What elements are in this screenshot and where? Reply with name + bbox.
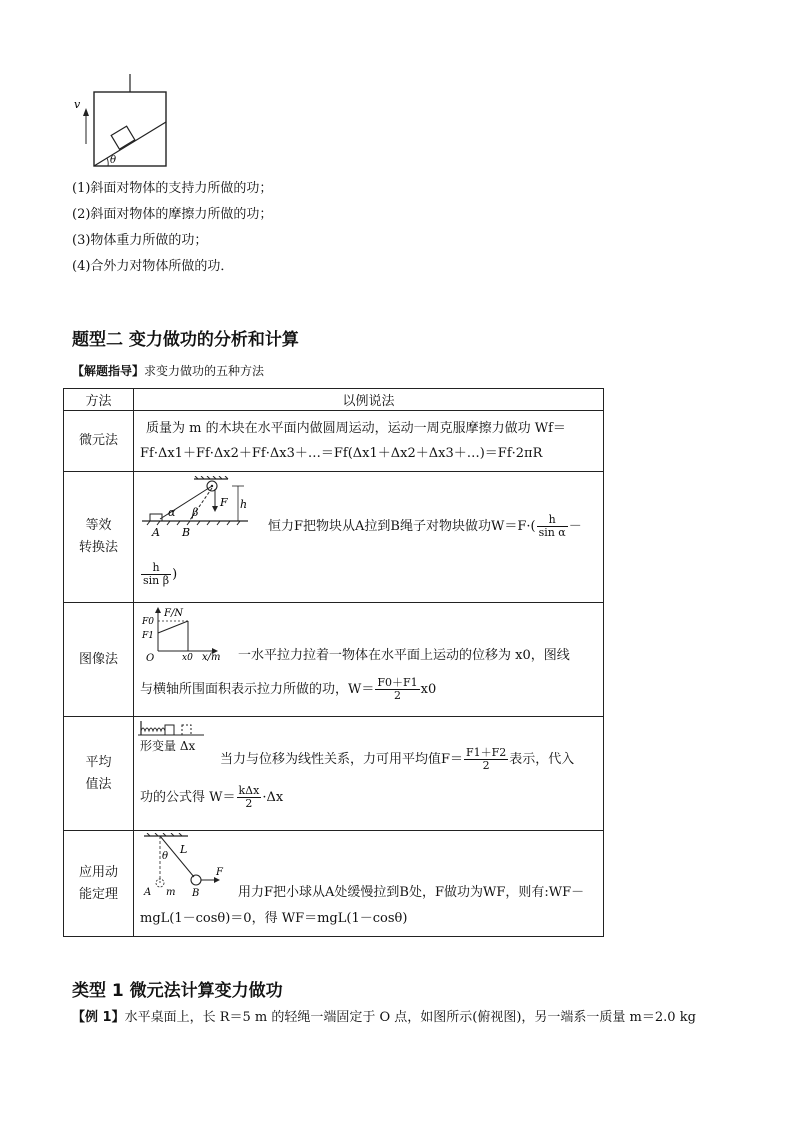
row1-line1: 质量为 m 的木块在水平面内做圆周运动，运动一周克服摩擦力做功 Wf＝ <box>146 421 566 436</box>
f1-label: F1 <box>142 631 154 641</box>
type1-title: 类型 1 微元法计算变力做功 <box>72 981 283 1001</box>
frac-den: sin β <box>143 574 170 587</box>
row5-line2: mgL(1－cosθ)＝0，得 WF＝mgL(1－cosθ) <box>140 911 408 926</box>
frac-den: sin α <box>538 526 566 539</box>
method-cell <box>64 831 134 937</box>
example1-line <box>72 1009 696 1027</box>
fraction <box>464 747 508 772</box>
velocity-label: v <box>74 98 81 111</box>
spring-figure <box>138 719 208 739</box>
point-a-label: A <box>152 526 160 539</box>
frac-den: 2 <box>245 797 253 810</box>
height-label: h <box>240 498 248 511</box>
row2-line1: 恒力F把物块从A拉到B绳子对物块做功W＝F·( $\frac{h}{\text{sin α}}$ － <box>268 513 582 539</box>
method-line1: 平均 <box>85 754 112 770</box>
elevator-incline-figure <box>70 74 170 172</box>
frac-num: h <box>537 514 568 527</box>
f0-label: F0 <box>142 617 154 627</box>
table-row <box>64 411 604 472</box>
row4-line2 <box>140 785 283 810</box>
method-line2: 能定理 <box>78 886 118 902</box>
frac-den: 2 <box>394 689 401 702</box>
fraction <box>141 562 171 587</box>
header-example: 以例说法 <box>134 389 604 411</box>
y-axis-label: F/N <box>164 608 184 619</box>
alpha-label: α <box>168 506 176 519</box>
row4-line2-text: 功的公式得 W＝ <box>140 790 236 805</box>
row3-line1: 一水平拉力拉着一物体在水平面上运动的位移为 x0，图线 <box>238 648 570 663</box>
guide-bracket: 【解题指导】 <box>72 364 145 378</box>
question-4: (4)合外力对物体所做的功． <box>72 259 234 274</box>
x0-label: x0 <box>182 653 193 661</box>
row4-line1 <box>220 747 574 772</box>
force-label: F <box>220 496 228 509</box>
content-cell <box>134 603 604 717</box>
methods-table <box>63 388 604 937</box>
guide-text: 求变力做功的五种方法 <box>144 364 265 378</box>
row3-line2-tail: x0 <box>420 682 437 697</box>
question-2: (2)斜面对物体的摩擦力所做的功； <box>72 207 273 222</box>
table-row <box>64 717 604 831</box>
row2-line2: $\frac{h}{\text{sin β}}$ ) <box>143 561 178 587</box>
row5-line1: 用力F把小球从A处缓慢拉到B处，F做功为WF，则有:WF－ <box>238 885 585 900</box>
theta-label: θ <box>110 155 117 166</box>
theta-label: θ <box>162 851 169 862</box>
method-line2: 转换法 <box>78 540 118 555</box>
x-axis-label: x/m <box>202 652 221 661</box>
row3-line2 <box>140 677 436 702</box>
point-b-label: B <box>182 526 191 539</box>
method-cell: 图像法 <box>64 603 134 717</box>
fraction <box>375 677 419 702</box>
beta-label: β <box>192 506 199 519</box>
table-row <box>64 831 604 937</box>
question-1: (1)斜面对物体的支持力所做的功； <box>72 181 273 196</box>
table-header-row <box>64 389 604 411</box>
content-cell <box>134 831 604 937</box>
content-cell <box>134 411 604 472</box>
content-cell <box>134 717 604 831</box>
guide-line <box>72 362 264 379</box>
table-row <box>64 472 604 603</box>
pulley-figure <box>140 476 250 540</box>
method-line1: 应用动 <box>78 864 118 880</box>
frac-den: 2 <box>482 759 490 772</box>
pendulum-figure <box>138 833 234 899</box>
force-displacement-graph <box>138 605 230 661</box>
table-row <box>64 603 604 717</box>
frac-num: F1＋F2 <box>466 746 507 759</box>
row4-line1-tail: 表示，代入 <box>509 752 575 767</box>
question-3: (3)物体重力所做的功； <box>72 233 208 248</box>
deformation-label: 形变量 Δx <box>140 739 196 753</box>
example1-tag: 【例 1】 <box>72 1010 125 1025</box>
row4-line2-tail: ·Δx <box>262 790 284 805</box>
fraction <box>537 514 568 539</box>
origin-label: O <box>146 653 155 661</box>
mass-label: m <box>166 887 176 898</box>
section2-title: 题型二 变力做功的分析和计算 <box>72 330 299 350</box>
header-method: 方法 <box>64 389 134 411</box>
length-label: L <box>180 843 188 856</box>
row1-line2: Ff·Δx1＋Ff·Δx2＋Ff·Δx3＋…＝Ff(Δx1＋Δx2＋Δx3＋…)＝Ff·2πR <box>140 446 543 461</box>
method-cell: 微元法 <box>64 411 134 472</box>
point-b-label: B <box>192 888 200 899</box>
fraction <box>237 785 262 810</box>
frac-num: F0＋F1 <box>377 676 418 689</box>
method-line2: 值法 <box>85 776 112 792</box>
method-cell <box>64 717 134 831</box>
point-a-label: A <box>144 887 152 898</box>
force-label: F <box>216 867 223 878</box>
method-cell <box>64 472 134 603</box>
example1-text: 水平桌面上，长 R＝5 m 的轻绳一端固定于 O 点，如图所示(俯视图)，另一端系一质量 m＝2.0 kg <box>124 1010 696 1025</box>
row3-line2-text: 与横轴所围面积表示拉力所做的功，W＝ <box>140 682 375 697</box>
content-cell <box>134 472 604 603</box>
method-line1: 等效 <box>85 518 112 533</box>
row2-text: 恒力F把物块从A拉到B绳子对物块做功W＝F·( <box>268 519 536 534</box>
row4-line1-text: 当力与位移为线性关系，力可用平均值F＝ <box>220 752 464 767</box>
frac-num: kΔx <box>238 784 260 797</box>
frac-num: h <box>141 562 171 575</box>
